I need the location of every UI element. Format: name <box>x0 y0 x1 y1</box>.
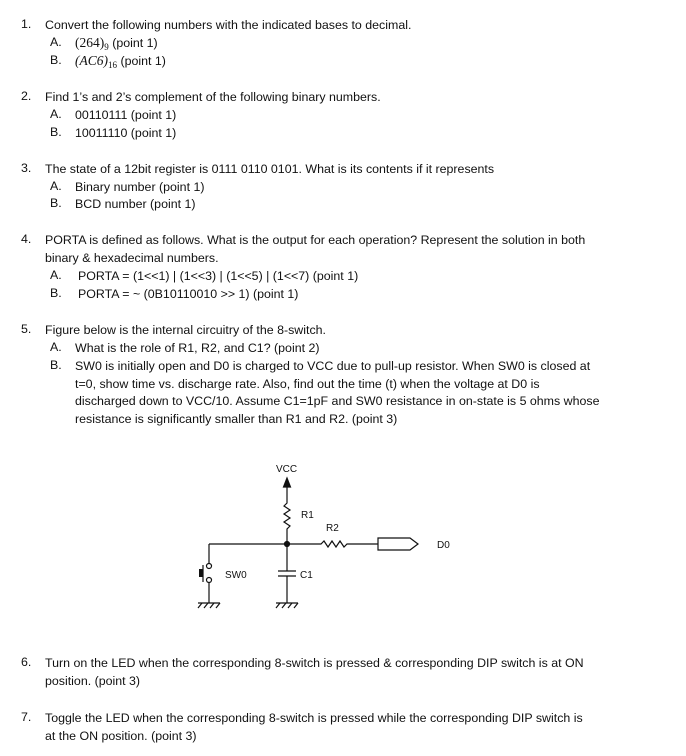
part-text: $(264)_9$ (point 1) <box>75 35 158 52</box>
part-text: PORTA = (1<<1) | (1<<3) | (1<<5) | (1<<7) (point 1) <box>78 269 359 283</box>
question-text-line: binary & hexadecimal numbers. <box>45 251 219 265</box>
part-letter: A. <box>50 340 62 354</box>
math-expression: $(264)_9$ <box>75 35 109 52</box>
question-number: 4. <box>21 232 32 246</box>
part-text-line: discharged down to VCC/10. Assume C1=1pF and SW0 resistance in on-state is 5 ohms whose <box>75 394 600 408</box>
sw0-contact-bottom <box>207 578 212 583</box>
part-text: BCD number (point 1) <box>75 197 196 211</box>
question-text: The state of a 12bit register is 0111 0110 0101. What is its contents if it represents <box>45 162 495 176</box>
question-text-line: Turn on the LED when the corresponding 8-switch is pressed & corresponding DIP switch is at ON <box>45 656 584 670</box>
math-expression: $(AC6)_{16}$ <box>75 53 117 70</box>
part-text-line: t=0, show time vs. discharge rate. Also, find out the time (t) when the voltage at D0 is <box>75 377 540 391</box>
question-text: Figure below is the internal circuitry of the 8-switch. <box>45 323 326 337</box>
part-letter: B. <box>50 286 62 300</box>
question-number: 5. <box>21 322 32 336</box>
part-text: PORTA = ~ (0B10110010 >> 1) (point 1) <box>78 287 299 301</box>
part-letter: A. <box>50 35 62 49</box>
part-letter: B. <box>50 125 62 139</box>
r1-resistor <box>284 500 290 542</box>
r1-label: R1 <box>301 510 314 521</box>
question-text: Convert the following numbers with the indicated bases to decimal. <box>45 18 412 32</box>
part-letter: A. <box>50 268 62 282</box>
part-text: What is the role of R1, R2, and C1? (point 2) <box>75 341 320 355</box>
c1-ground-hatch <box>294 603 298 608</box>
question-text: Find 1’s and 2’s complement of the following binary numbers. <box>45 90 381 104</box>
part-text: Binary number (point 1) <box>75 180 205 194</box>
c1-label: C1 <box>300 570 313 581</box>
r2-label: R2 <box>326 523 339 534</box>
part-letter: A. <box>50 179 62 193</box>
question-number: 1. <box>21 17 32 31</box>
c1-ground-hatch <box>276 603 280 608</box>
d0-label: D0 <box>437 540 450 551</box>
sw0-ground-hatch <box>198 603 202 608</box>
part-letter: B. <box>50 53 62 67</box>
part-text: 10011110 (point 1) <box>75 126 177 140</box>
part-letter: B. <box>50 196 62 210</box>
sw0-label: SW0 <box>225 570 247 581</box>
question-number: 3. <box>21 161 32 175</box>
sw0-ground-hatch <box>204 603 208 608</box>
c1-ground-hatch <box>288 603 292 608</box>
part-letter: A. <box>50 107 62 121</box>
question-number: 6. <box>21 655 32 669</box>
vcc-arrow-icon <box>284 478 291 487</box>
question-text-line: Toggle the LED when the corresponding 8-switch is pressed while the corresponding DIP switch is <box>45 711 583 725</box>
c1-ground-hatch <box>282 603 286 608</box>
r2-resistor <box>318 541 378 547</box>
vcc-label: VCC <box>276 464 298 475</box>
question-text-line: PORTA is defined as follows. What is the output for each operation? Represent the solution in both <box>45 233 586 247</box>
sw0-contact-top <box>207 564 212 569</box>
sw0-ground-hatch <box>210 603 214 608</box>
part-text: $(AC6)_{16}$ (point 1) <box>75 53 166 70</box>
sw0-ground-hatch <box>216 603 220 608</box>
part-letter: B. <box>50 358 62 372</box>
question-number: 7. <box>21 710 32 724</box>
part-text-line: SW0 is initially open and D0 is charged to VCC due to pull-up resistor. When SW0 is closed at <box>75 359 591 373</box>
question-number: 2. <box>21 89 32 103</box>
question-text-line: at the ON position. (point 3) <box>45 729 197 743</box>
sw0-lever-grip <box>199 569 203 577</box>
d0-port <box>378 538 418 550</box>
part-text-line: resistance is significantly smaller than R1 and R2. (point 3) <box>75 412 398 426</box>
part-text: 00110111 (point 1) <box>75 108 177 122</box>
question-text-line: position. (point 3) <box>45 674 141 688</box>
